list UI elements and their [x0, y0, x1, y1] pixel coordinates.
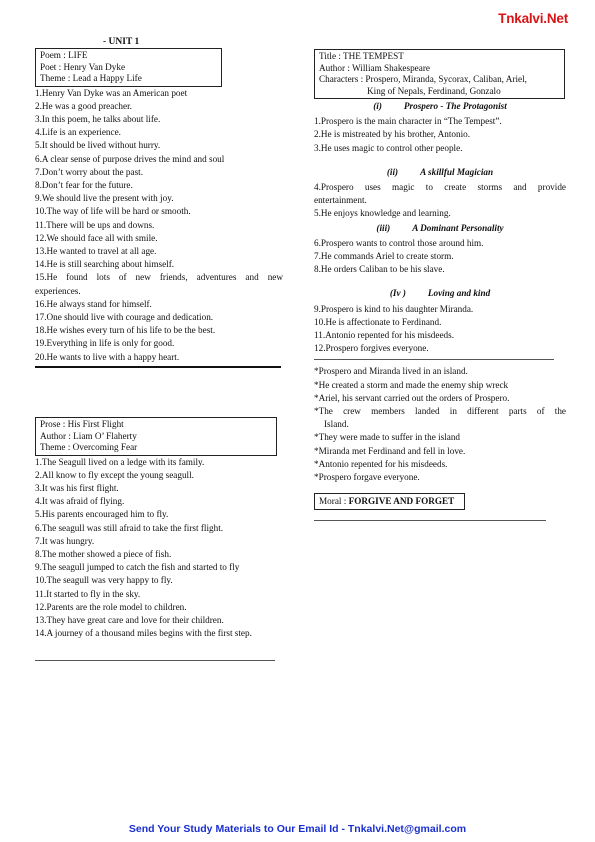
list-item: 5.It should be lived without hurry.	[35, 140, 161, 151]
section-heading	[314, 287, 566, 300]
list-item: 14.A journey of a thousand miles begins with the first step.	[35, 628, 252, 639]
list-item: 19.Everything in life is only for good.	[35, 338, 175, 349]
section-title: A skillful Magician	[420, 166, 494, 177]
list-item: *Miranda met Ferdinand and fell in love.	[314, 445, 466, 456]
section-numeral: (Iv )	[389, 288, 406, 299]
list-item: 13.He wanted to travel at all age.	[35, 245, 157, 256]
list-item: 12.Parents are the role model to children.	[35, 601, 187, 612]
list-item: 8.Don’t fear for the future.	[35, 179, 133, 190]
list-item: 7.It was hungry.	[35, 535, 95, 546]
list-item: 6.Prospero wants to control those around him.	[314, 237, 484, 248]
list-item: 7.Don’t worry about the past.	[35, 166, 144, 177]
list-item: 18.He wishes every turn of his life to be the best.	[35, 325, 216, 336]
prose-section	[35, 417, 283, 661]
section-divider	[35, 366, 281, 368]
list-item: 5.He enjoys knowledge and learning.	[314, 208, 451, 219]
poem-info-theme: Theme : Lead a Happy Life	[40, 73, 142, 83]
list-item: 11.It started to fly in the sky.	[35, 588, 141, 599]
list-item: 10.The way of life will be hard or smooth.	[35, 206, 191, 217]
list-item: 9.The seagull jumped to catch the fish and started to fly	[35, 562, 240, 573]
moral-label: Moral :	[319, 496, 347, 507]
prose-info-title: Prose : His First Flight	[40, 419, 124, 429]
list-item: 2.He was a good preacher.	[35, 100, 132, 111]
list-item: 4.It was afraid of flying.	[35, 496, 125, 507]
list-item: 20.He wants to live with a happy heart.	[35, 351, 180, 362]
poem-points	[35, 87, 283, 364]
list-item: *Ariel, his servant carried out the orders of Prospero.	[314, 392, 510, 403]
list-item: 9.Prospero is kind to his daughter Miranda.	[314, 303, 474, 314]
list-item: 14.He is still searching about himself.	[35, 259, 175, 270]
list-item: 12.We should face all with smile.	[35, 232, 158, 243]
play-info-box	[314, 49, 565, 99]
list-item: 6.A clear sense of purpose drives the mind and soul	[35, 153, 225, 164]
play-info-characters: Characters : Prospero, Miranda, Sycorax, Caliban, Ariel,	[319, 74, 527, 84]
list-item: 9.We should live the present with joy.	[35, 193, 174, 204]
list-item: *Prospero forgave everyone.	[314, 472, 420, 483]
section-numeral: (ii)	[386, 166, 399, 177]
section-title: Loving and kind	[427, 288, 491, 299]
poem-info-box	[35, 48, 222, 87]
play-info-characters-cont: King of Nepals, Ferdinand, Gonzalo	[367, 85, 501, 96]
prose-info-box	[35, 417, 277, 456]
prose-info-theme: Theme : Overcoming Fear	[40, 442, 138, 452]
list-item: *He created a storm and made the enemy ship wreck	[314, 379, 509, 390]
list-item: 3.It was his first flight.	[35, 482, 119, 493]
story-summary	[314, 365, 566, 484]
list-item: *They were made to suffer in the island	[314, 432, 461, 443]
list-item: 1.Prospero is the main character in “The Tempest”.	[314, 116, 502, 127]
list-item: 17.One should live with courage and dedication.	[35, 311, 214, 322]
prose-info-author: Author : Liam O’ Flaherty	[40, 430, 137, 441]
list-item: 13.They have great care and love for their children.	[35, 614, 224, 625]
list-item: 3.He uses magic to control other people.	[314, 142, 463, 153]
section-heading	[314, 100, 566, 113]
list-item: 5.His parents encouraged him to fly.	[35, 509, 169, 520]
section-divider	[35, 660, 275, 661]
unit-title: - UNIT 1	[103, 37, 140, 47]
section-numeral: (iii)	[376, 222, 391, 233]
section-numeral: (i)	[373, 101, 382, 111]
section-heading	[314, 166, 566, 179]
list-item: 10.The seagull was very happy to fly.	[35, 575, 173, 586]
list-item: entertainment.	[314, 195, 367, 206]
section-divider	[314, 520, 546, 521]
list-item: 1.Henry Van Dyke was an American poet	[35, 87, 188, 98]
list-item: 11.Antonio repented for his misdeeds.	[314, 330, 454, 341]
list-item: 12.Prospero forgives everyone.	[314, 343, 429, 354]
play-info-title: Title : THE TEMPEST	[319, 51, 404, 61]
play-info-author: Author : William Shakespeare	[319, 62, 430, 73]
section-divider	[314, 359, 554, 360]
list-item: 1.The Seagull lived on a ledge with its family.	[35, 456, 205, 467]
footer-email-note: Send Your Study Materials to Our Email Id - Tnkalvi.Net@gmail.com	[128, 823, 467, 835]
poem-info-poet: Poet : Henry Van Dyke	[40, 61, 126, 72]
list-item: 4.Prospero uses magic to create storms and provide	[314, 182, 566, 193]
list-item: *Antonio repented for his misdeeds.	[314, 458, 448, 469]
list-item: 10.He is affectionate to Ferdinand.	[314, 316, 442, 327]
list-item: 16.He always stand for himself.	[35, 298, 152, 309]
list-item: Island.	[324, 419, 349, 430]
moral-box	[314, 493, 465, 510]
list-item: 4.Life is an experience.	[35, 127, 121, 138]
list-item: 2.He is mistreated by his brother, Antonio.	[314, 129, 471, 140]
list-item: 3.In this poem, he talks about life.	[35, 113, 161, 124]
section-heading	[314, 222, 566, 235]
prose-points	[35, 456, 283, 641]
poem-section	[35, 48, 283, 368]
play-section	[314, 49, 566, 521]
section-title: A Dominant Personality	[412, 222, 504, 233]
list-item: 6.The seagull was still afraid to take the first flight.	[35, 522, 224, 533]
list-item: 8.The mother showed a piece of fish.	[35, 548, 172, 559]
list-item: experiences.	[35, 285, 81, 296]
list-item: 2.All know to fly except the young seagull.	[35, 469, 194, 480]
moral-row	[314, 493, 566, 510]
list-item: 11.There will be ups and downs.	[35, 219, 155, 230]
section-title: Prospero - The Protagonist	[403, 101, 507, 111]
list-item: 15.He found lots of new friends, adventures and new	[35, 272, 283, 283]
moral-value: FORGIVE AND FORGET	[348, 496, 455, 507]
site-brand-logo: Tnkalvi.Net	[498, 11, 568, 26]
list-item: *Prospero and Miranda lived in an island.	[314, 366, 468, 377]
list-item: 8.He orders Caliban to be his slave.	[314, 264, 445, 275]
list-item: 7.He commands Ariel to create storm.	[314, 251, 454, 262]
poem-info-title: Poem : LIFE	[40, 50, 88, 60]
list-item: *The crew members landed in different parts of the	[314, 406, 566, 417]
